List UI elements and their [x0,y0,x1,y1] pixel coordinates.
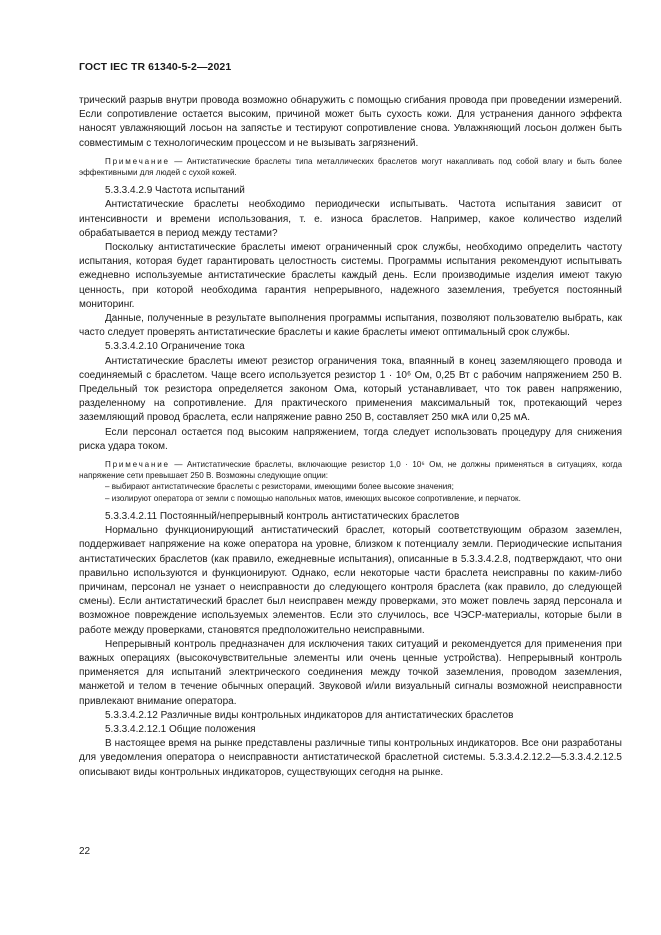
section-heading: 5.3.3.4.2.11 Постоянный/непрерывный контроль антистатических браслетов [105,510,460,522]
note-list-item: – изолируют оператора от земли с помощью напольных матов, имеющих высокое сопротивление, и перчаток. [105,493,521,503]
note-label: Примечание [105,460,170,470]
page-number: 22 [79,846,91,857]
note-1 [79,156,622,178]
paragraph: Нормально функционирующий антистатический браслет, который соответствующим образом заземлен, поддерживает напряжение на коже оператора на уровне, близком к потенциалу земли. Периодические испытания антистатических браслетов (как правило, ежедневные испытания), описанные в 5.3.3.4.2.8, подтверждают, что они правильно используются и функционируют. Однако, если некоторые части браслета неисправны по каким-либо причинам, персонал не узнает о неисправности до следующего контроля браслета (как правило, до следующей смены). Если антистатический браслет был неисправен между проверками, это может повлечь заряд персонала и возможное повреждение используемых элементов. Если это случилось, все ЧЭСР-материалы, которые были в работе между проверками, становятся предположительно неисправными. [79,525,622,636]
note-list-item: – выбирают антистатические браслеты с резисторами, имеющими более высокие значения; [105,482,454,492]
document-body [79,94,622,780]
paragraph: Антистатические браслеты имеют резистор ограничения тока, впаянный в конец заземляющего провода и соединяемый с браслетом. Чаще всего используется резистор 1 · 10⁶ Ом, 0,25 Вт с рабочим напряжением 250 В. Предельный ток резистора определяется законом Ома, который устанавливает, что ток равен напряжению, разделенному на сопротивление. Для практического применения максимальный ток, протекающий через заземляющий провод браслета, если напряжение равно 250 В, составляет 250 мкА или 0,25 мА. [79,355,622,424]
document-header: ГОСТ IEC TR 61340-5-2—2021 [79,61,232,73]
paragraph: Антистатические браслеты необходимо периодически испытывать. Частота испытания зависит от интенсивности и времени использования, т. е. износа браслетов. Например, какое количество изделий обрабатывается в период между тестами? [79,199,622,239]
paragraph: Непрерывный контроль предназначен для исключения таких ситуаций и рекомендуется для применения при важных операциях (высокочувствительные элементы или очень ценные устройства). Непрерывный контроль применяется для испытаний электрического соединения между точкой заземления, проводом заземления, манжетой и телом в течение обычных операций. Звуковой и/или визуальный сигналы возможной неисправности привлекают внимание оператора. [79,638,622,707]
note-label: Примечание [105,156,170,166]
subsection-heading: 5.3.3.4.2.12.1 Общие положения [105,723,256,735]
paragraph: Данные, полученные в результате выполнения программы испытания, позволяют пользователю выбрать, как часто следует проверять антистатические браслеты и какие браслеты имеют оптимальный срок службы. [79,313,622,339]
note-text: — Антистатические браслеты типа металлических браслетов могут накапливать под собой влагу и быть более эффективными для людей с сухой кожей. [79,156,623,178]
paragraph: Если персонал остается под высоким напряжением, тогда следует использовать процедуру для снижения риска удара током. [79,426,622,452]
paragraph-continuation: трический разрыв внутри провода возможно обнаружить с помощью сгибания провода при проведении измерений. Если сопротивление остается высоким, причиной может быть сухость кожи. Для устранения данного эффекта наносят увлажняющий лосьон на запястье и тестируют сопротивление снова. Увлажняющий лосьон должен быть совместимым с технологическим процессом и не вызывать загрязнений. [79,95,622,149]
section-heading: 5.3.3.4.2.10 Ограничение тока [105,341,245,353]
section-heading: 5.3.3.4.2.9 Частота испытаний [105,185,245,197]
section-heading: 5.3.3.4.2.12 Различные виды контрольных индикаторов для антистатических браслетов [105,709,514,721]
paragraph: В настоящее время на рынке представлены различные типы контрольных индикаторов. Все они разработаны для уведомления оператора о неисправности антистатической браслетной системы. 5.3.3.4.2.12.2—5.3.3.4.2.12.5 описывают виды контрольных индикаторов, существующих сегодня на рынке. [79,738,622,778]
paragraph: Поскольку антистатические браслеты имеют ограниченный срок службы, необходимо определить частоту испытания, которая будет гарантировать целостность системы. Программы испытания рекомендуют испытывать ежедневно используемые антистатические браслеты каждый день. Если производимые изделия имеют такую ценность, при которой необходима гарантия непрерывного, надежного заземления, требуется постоянный мониторинг. [79,242,622,310]
note-text: — Антистатические браслеты, включающие резистор 1,0 · 10⁶ Ом, не должны применяться в ситуациях, когда напряжение сети превышает 250 В. Возможны следующие опции: [79,460,623,481]
note-2 [79,459,622,481]
